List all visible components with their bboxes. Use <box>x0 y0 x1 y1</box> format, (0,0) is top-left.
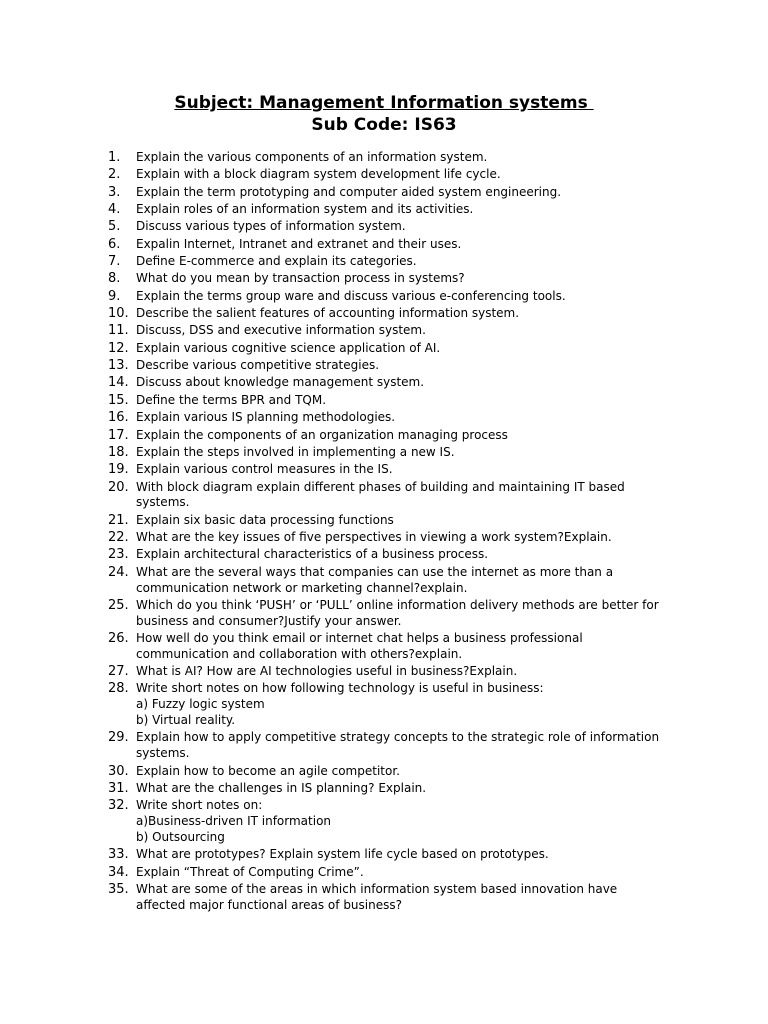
question-text: What is AI? How are AI technologies useful in business?Explain. <box>136 664 518 679</box>
question-number: 5. <box>108 219 121 235</box>
question-text: What are the several ways that companies can use the internet as more than a communication network or marketing channel?explain. <box>136 564 614 595</box>
question-item <box>108 547 668 563</box>
question-number: 29. <box>108 730 129 746</box>
question-item <box>108 664 668 680</box>
question-number: 17. <box>108 427 129 443</box>
question-item <box>108 254 668 270</box>
question-item <box>108 410 668 426</box>
question-text: With block diagram explain different phases of building and maintaining IT based systems. <box>136 479 625 510</box>
question-item <box>108 306 668 322</box>
question-text: Explain the various components of an information system. <box>136 150 488 164</box>
question-item <box>108 530 668 546</box>
question-number: 28. <box>108 681 129 697</box>
question-item <box>108 847 668 863</box>
question-number: 31. <box>108 780 129 796</box>
question-text: Describe various competitive strategies. <box>136 358 380 373</box>
question-number: 34. <box>108 864 129 880</box>
question-text: Explain the terms group ware and discuss various e-conferencing tools. <box>136 288 566 303</box>
question-number: 21. <box>108 512 129 528</box>
question-number: 30. <box>108 763 129 779</box>
question-subitem: a)Business-driven IT information <box>136 814 332 829</box>
question-number: 26. <box>108 630 129 646</box>
question-number: 4. <box>108 202 121 218</box>
question-text: Define E-commerce and explain its categories. <box>136 254 417 269</box>
question-text: Explain with a block diagram system development life cycle. <box>136 167 501 182</box>
question-number: 7. <box>108 254 121 270</box>
question-number: 8. <box>108 271 121 287</box>
question-text: What are prototypes? Explain system life cycle based on prototypes. <box>136 847 549 862</box>
question-number: 27. <box>108 664 129 680</box>
question-text: Define the terms BPR and TQM. <box>136 392 327 407</box>
question-text: How well do you think email or internet chat helps a business professional communication and collaboration with others?explain. <box>136 630 583 661</box>
question-text: What are the challenges in IS planning? Explain. <box>136 780 427 795</box>
question-item <box>108 150 668 166</box>
question-text: Explain roles of an information system and its activities. <box>136 202 474 217</box>
question-item <box>108 237 668 253</box>
question-item <box>108 882 668 914</box>
question-number: 19. <box>108 462 129 478</box>
question-number: 11. <box>108 323 129 339</box>
question-item <box>108 764 668 780</box>
question-number: 9. <box>108 288 121 304</box>
question-number: 15. <box>108 392 129 408</box>
question-list <box>108 150 668 915</box>
question-text: Write short notes on: <box>136 798 263 813</box>
question-item <box>108 865 668 881</box>
question-number: 33. <box>108 847 129 863</box>
question-item <box>108 428 668 444</box>
question-number: 14. <box>108 375 129 391</box>
question-item <box>108 565 668 597</box>
document-header <box>0 92 768 136</box>
question-text: Which do you think ‘PUSH’ or ‘PULL’ online information delivery methods are better for business and consumer?Justify your answer. <box>136 597 659 628</box>
question-item <box>108 358 668 374</box>
question-text: Explain how to apply competitive strategy concepts to the strategic role of information systems. <box>136 730 660 761</box>
question-number: 25. <box>108 597 129 613</box>
question-item <box>108 219 668 235</box>
question-text: Explain architectural characteristics of a business process. <box>136 547 489 562</box>
question-number: 20. <box>108 479 129 495</box>
question-number: 24. <box>108 564 129 580</box>
question-text: What do you mean by transaction process in systems? <box>136 271 465 286</box>
question-item <box>108 375 668 391</box>
question-number: 1. <box>108 150 121 165</box>
question-item <box>108 598 668 630</box>
question-number: 35. <box>108 881 129 897</box>
question-text: Explain the components of an organization managing process <box>136 427 508 442</box>
question-subitem: a) Fuzzy logic system <box>136 697 265 712</box>
sub-code: Sub Code: IS63 <box>311 115 457 135</box>
question-text: What are some of the areas in which information system based innovation have affected major functional areas of business? <box>136 881 618 912</box>
question-item <box>108 798 668 845</box>
question-text: Write short notes on how following technology is useful in business: <box>136 681 544 696</box>
question-number: 3. <box>108 184 121 200</box>
question-text: Explain six basic data processing functions <box>136 512 394 527</box>
question-text: Describe the salient features of accounting information system. <box>136 306 520 321</box>
question-text: Explain the term prototyping and computer aided system engineering. <box>136 184 562 199</box>
question-item <box>108 393 668 409</box>
question-text: Discuss, DSS and executive information system. <box>136 323 426 338</box>
question-number: 32. <box>108 798 129 814</box>
subject-title: Subject: Management Information systems <box>174 93 594 113</box>
question-number: 13. <box>108 358 129 374</box>
question-number: 10. <box>108 306 129 322</box>
question-subitem: b) Virtual reality. <box>136 713 236 728</box>
question-text: Discuss various types of information system. <box>136 219 406 234</box>
question-number: 18. <box>108 444 129 460</box>
question-item <box>108 202 668 218</box>
question-item <box>108 271 668 287</box>
question-item <box>108 289 668 305</box>
question-item <box>108 781 668 797</box>
question-item <box>108 323 668 339</box>
question-text: Explain various cognitive science application of AI. <box>136 340 441 355</box>
question-subitem: b) Outsourcing <box>136 829 225 844</box>
question-item <box>108 513 668 529</box>
question-text: Explain “Threat of Computing Crime”. <box>136 864 364 879</box>
question-text: Explain how to become an agile competitor. <box>136 763 400 778</box>
question-item <box>108 730 668 762</box>
question-item <box>108 631 668 663</box>
question-text: Explain various IS planning methodologies. <box>136 410 396 425</box>
question-number: 12. <box>108 340 129 356</box>
question-item <box>108 341 668 357</box>
question-item <box>108 167 668 183</box>
question-text: Expalin Internet, Intranet and extranet and their uses. <box>136 236 462 251</box>
question-number: 23. <box>108 547 129 563</box>
question-number: 16. <box>108 410 129 426</box>
question-text: What are the key issues of five perspectives in viewing a work system?Explain. <box>136 530 612 545</box>
question-item <box>108 185 668 201</box>
question-text: Explain various control measures in the IS. <box>136 462 393 477</box>
question-number: 2. <box>108 167 121 183</box>
question-text: Explain the steps involved in implementing a new IS. <box>136 444 455 459</box>
question-item <box>108 480 668 512</box>
question-number: 22. <box>108 530 129 546</box>
question-item <box>108 462 668 478</box>
question-text: Discuss about knowledge management system. <box>136 375 425 390</box>
question-number: 6. <box>108 236 121 252</box>
question-item <box>108 681 668 728</box>
question-item <box>108 445 668 461</box>
